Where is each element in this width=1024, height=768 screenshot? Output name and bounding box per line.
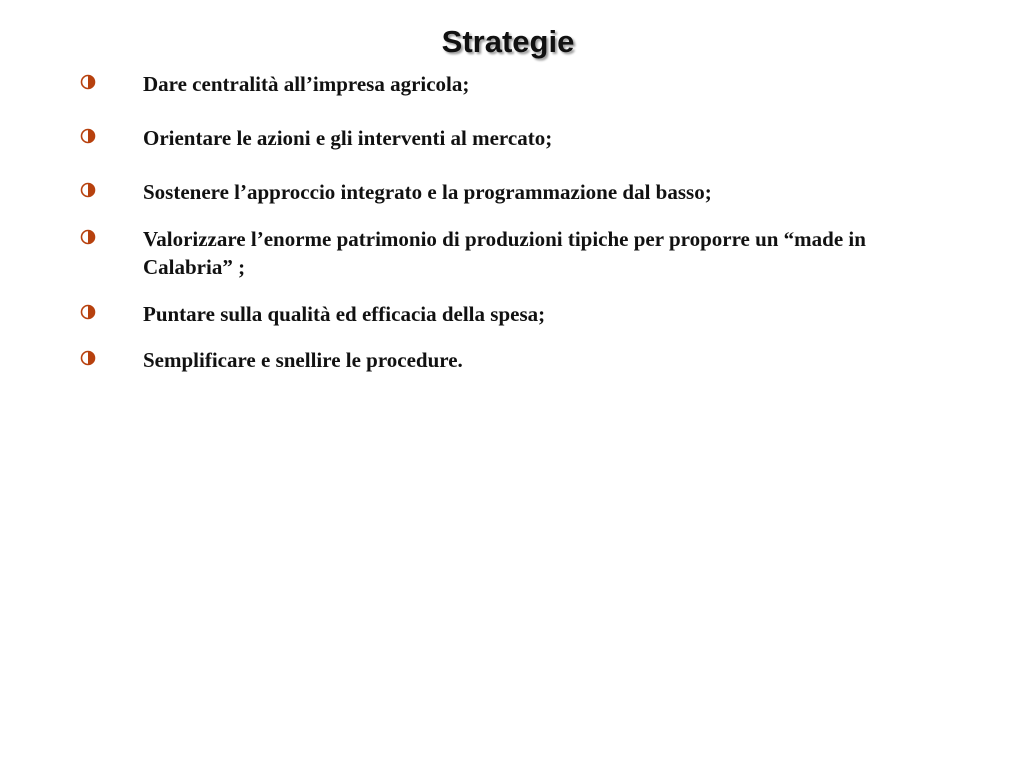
list-item-text: Semplificare e snellire le procedure. <box>143 348 463 372</box>
list-item-text: Puntare sulla qualità ed efficacia della spesa; <box>143 302 546 326</box>
half-circle-bullet-icon <box>80 128 96 144</box>
list-item-text: Orientare le azioni e gli interventi al mercato; <box>143 126 553 150</box>
list-item-text: Sostenere l’approccio integrato e la programmazione dal basso; <box>143 180 712 204</box>
half-circle-bullet-icon <box>80 229 96 245</box>
slide-title: Strategie <box>441 24 575 59</box>
list-item-text: Valorizzare l’enorme patrimonio di produzioni tipiche per proporre un “made in Calabria” ; <box>143 227 866 279</box>
list-item-text: Dare centralità all’impresa agricola; <box>143 72 470 96</box>
half-circle-bullet-icon <box>80 74 96 90</box>
half-circle-bullet-icon <box>80 182 96 198</box>
half-circle-bullet-icon <box>80 350 96 366</box>
half-circle-bullet-icon <box>80 304 96 320</box>
